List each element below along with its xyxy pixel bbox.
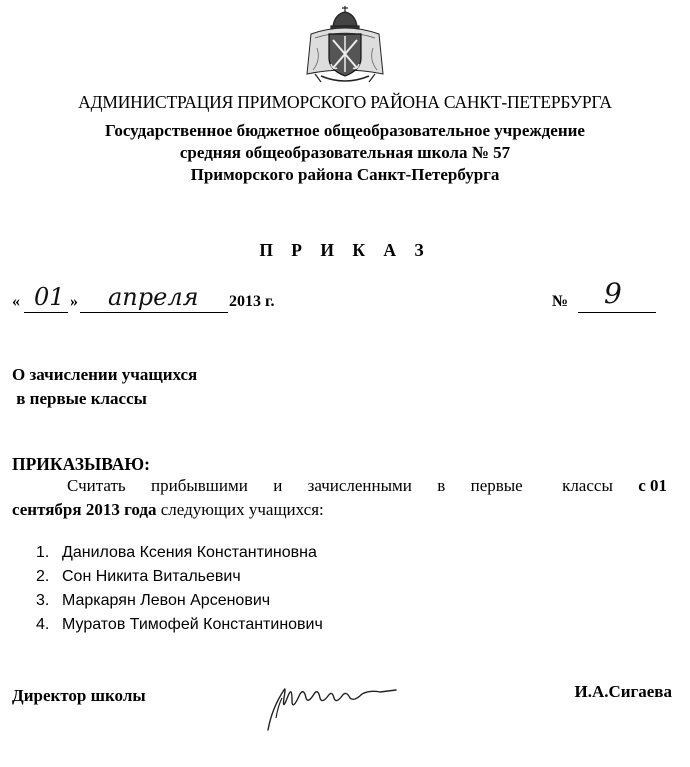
order-word: классы: [562, 476, 613, 495]
subject-line: в первые классы: [12, 389, 147, 408]
list-item: [36, 613, 323, 637]
order-subject: [12, 363, 197, 411]
students-list: [36, 541, 323, 637]
school-name: [0, 120, 690, 186]
order-word: первые: [470, 476, 523, 495]
order-word: в: [437, 476, 446, 495]
document-title: П Р И К А З: [259, 240, 431, 260]
date-number-line: [12, 277, 672, 317]
handwritten-signature: [262, 668, 402, 736]
school-name-line: Приморского района Санкт-Петербурга: [190, 165, 500, 184]
order-word: Считать: [67, 476, 126, 495]
school-name-line: Государственное бюджетное общеобразовательное учреждение: [105, 121, 585, 140]
date-month: апреля: [108, 283, 199, 311]
director-name: И.А.Сигаева: [574, 682, 672, 701]
list-item: [36, 589, 323, 613]
date-year: 2013 г.: [229, 293, 275, 310]
administration-title: АДМИНИСТРАЦИЯ ПРИМОРСКОГО РАЙОНА САНКТ-ПЕТЕРБУРГА: [78, 92, 612, 112]
order-text: [12, 474, 667, 522]
order-word: зачисленными: [307, 476, 412, 495]
school-name-line: средняя общеобразовательная школа № 57: [179, 143, 511, 162]
student-name: Данилова Ксения Константиновна: [62, 544, 317, 561]
enrollment-date: сентября 2013 года: [12, 500, 157, 519]
list-item-number: 1.: [36, 544, 50, 561]
student-name: Муратов Тимофей Константинович: [62, 616, 323, 633]
month-underline: [80, 312, 228, 313]
order-word: прибывшими: [151, 476, 248, 495]
subject-line: О зачислении учащихся: [12, 365, 198, 384]
order-heading: ПРИКАЗЫВАЮ:: [12, 454, 150, 474]
list-item-number: 3.: [36, 592, 50, 609]
coat-of-arms-icon: [291, 4, 399, 88]
number-label: №: [552, 293, 569, 310]
order-word: и: [273, 476, 283, 495]
student-name: Сон Никита Витальевич: [62, 568, 241, 585]
list-item-number: 4.: [36, 616, 50, 633]
open-quote: «: [12, 293, 20, 310]
order-word: с 01: [638, 476, 667, 495]
close-quote: »: [70, 293, 78, 310]
student-name: Маркарян Левон Арсенович: [62, 592, 271, 609]
director-position: Директор школы: [12, 686, 146, 705]
list-item-number: 2.: [36, 568, 50, 585]
day-underline: [24, 312, 68, 313]
list-item: [36, 541, 323, 565]
document-number: 9: [604, 277, 622, 310]
date-day: 01: [34, 283, 65, 311]
order-text-rest: следующих учащихся:: [156, 500, 324, 519]
number-underline: [578, 312, 656, 313]
list-item: [36, 565, 323, 589]
order-text-line: [12, 498, 667, 522]
order-text-line: [12, 474, 667, 498]
